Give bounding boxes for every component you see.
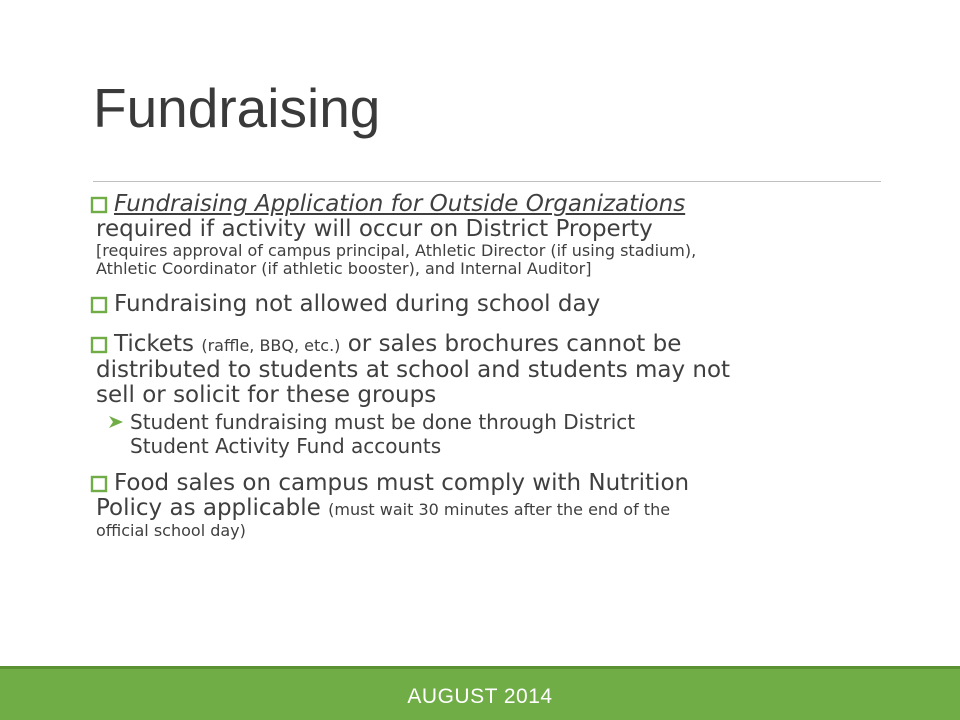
title-divider xyxy=(93,181,881,182)
square-bullet-icon xyxy=(90,475,108,493)
bullet-text: Food sales on campus must comply with Nutrition xyxy=(114,470,690,496)
slide-title: Fundraising xyxy=(93,77,381,139)
bullet-list xyxy=(90,192,890,550)
bullet-text: sell or solicit for these groups xyxy=(96,382,437,408)
bullet-text: distributed to students at school and students may not xyxy=(96,357,731,383)
bullet-text: Policy as applicable xyxy=(96,495,321,521)
square-bullet-icon xyxy=(90,296,108,314)
sub-bullet-text: Student fundraising must be done through District xyxy=(130,410,636,434)
bullet-paren-note: (raffle, BBQ, etc.) xyxy=(201,336,341,355)
sub-bullet-text: Student Activity Fund accounts xyxy=(130,434,442,458)
bullet-item-food-sales xyxy=(90,471,890,540)
footer-date: AUGUST 2014 xyxy=(407,685,553,708)
footer-bar xyxy=(0,666,960,720)
bullet-text: required if activity will occur on District Property xyxy=(96,216,653,242)
bullet-text: Tickets xyxy=(114,331,195,357)
bullet-note: official school day) xyxy=(96,521,246,540)
bullet-item-application xyxy=(90,192,890,278)
application-form-link[interactable]: Fundraising Application for Outside Organizations xyxy=(114,191,686,217)
arrow-bullet-icon xyxy=(107,415,125,429)
bullet-text: or sales brochures cannot be xyxy=(347,331,682,357)
bullet-text: Fundraising not allowed during school day xyxy=(114,291,601,317)
square-bullet-icon xyxy=(90,196,108,214)
bullet-note: [requires approval of campus principal, Athletic Director (if using stadium), xyxy=(96,241,697,260)
bullet-item-tickets xyxy=(90,332,890,458)
square-bullet-icon xyxy=(90,336,108,354)
bullet-note: Athletic Coordinator (if athletic booster), and Internal Auditor] xyxy=(96,259,592,278)
bullet-item-school-day xyxy=(90,292,890,317)
bullet-note: (must wait 30 minutes after the end of the xyxy=(328,500,671,519)
sub-bullet-item xyxy=(90,410,890,458)
